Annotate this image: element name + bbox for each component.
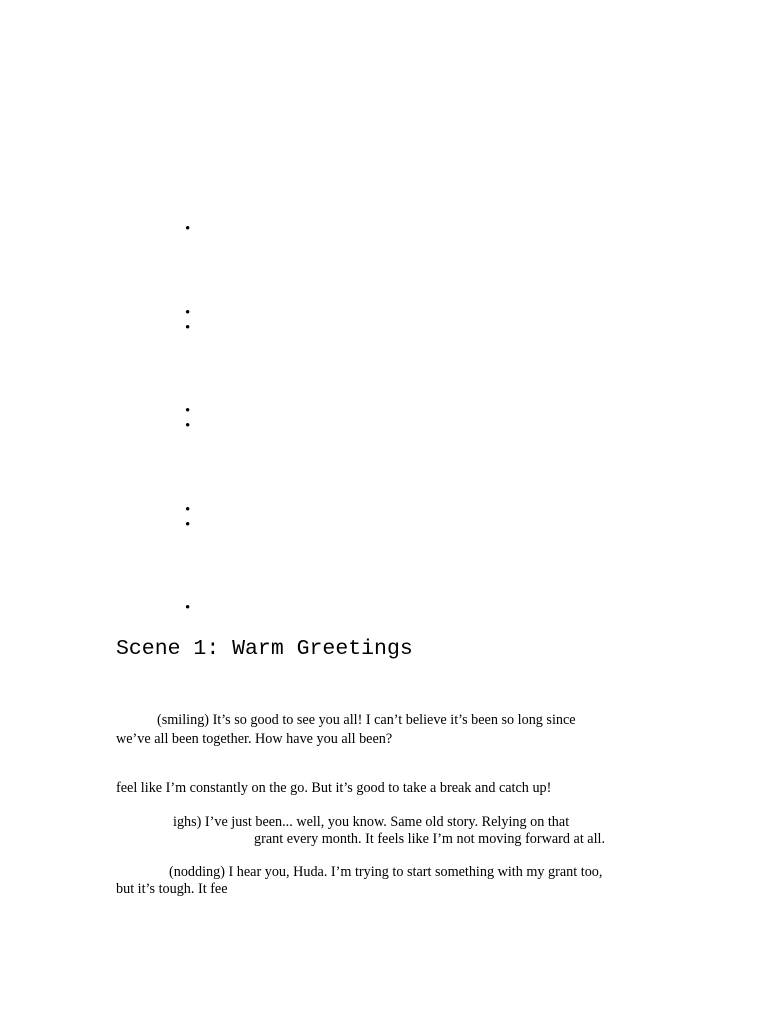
list-bullet: • bbox=[185, 305, 191, 321]
list-bullet: • bbox=[185, 517, 191, 533]
dialogue-line: grant every month. It feels like I’m not moving forward at all. bbox=[254, 831, 606, 847]
dialogue-line: we’ve all been together. How have you all been? bbox=[116, 731, 393, 747]
list-bullet: • bbox=[185, 221, 191, 237]
list-bullet: • bbox=[185, 502, 191, 518]
dialogue-line: but it’s tough. It fee bbox=[116, 881, 228, 897]
scene-heading: Scene 1: Warm Greetings bbox=[116, 637, 413, 661]
list-bullet: • bbox=[185, 418, 191, 434]
dialogue-line: (nodding) I hear you, Huda. I’m trying to start something with my grant too, bbox=[169, 864, 603, 880]
list-bullet: • bbox=[185, 320, 191, 336]
dialogue-line: feel like I’m constantly on the go. But it’s good to take a break and catch up! bbox=[116, 780, 552, 796]
dialogue-line: (smiling) It’s so good to see you all! I can’t believe it’s been so long since bbox=[157, 712, 576, 728]
dialogue-line: ighs) I’ve just been... well, you know. Same old story. Relying on that bbox=[173, 814, 570, 830]
list-bullet: • bbox=[185, 600, 191, 616]
list-bullet: • bbox=[185, 403, 191, 419]
